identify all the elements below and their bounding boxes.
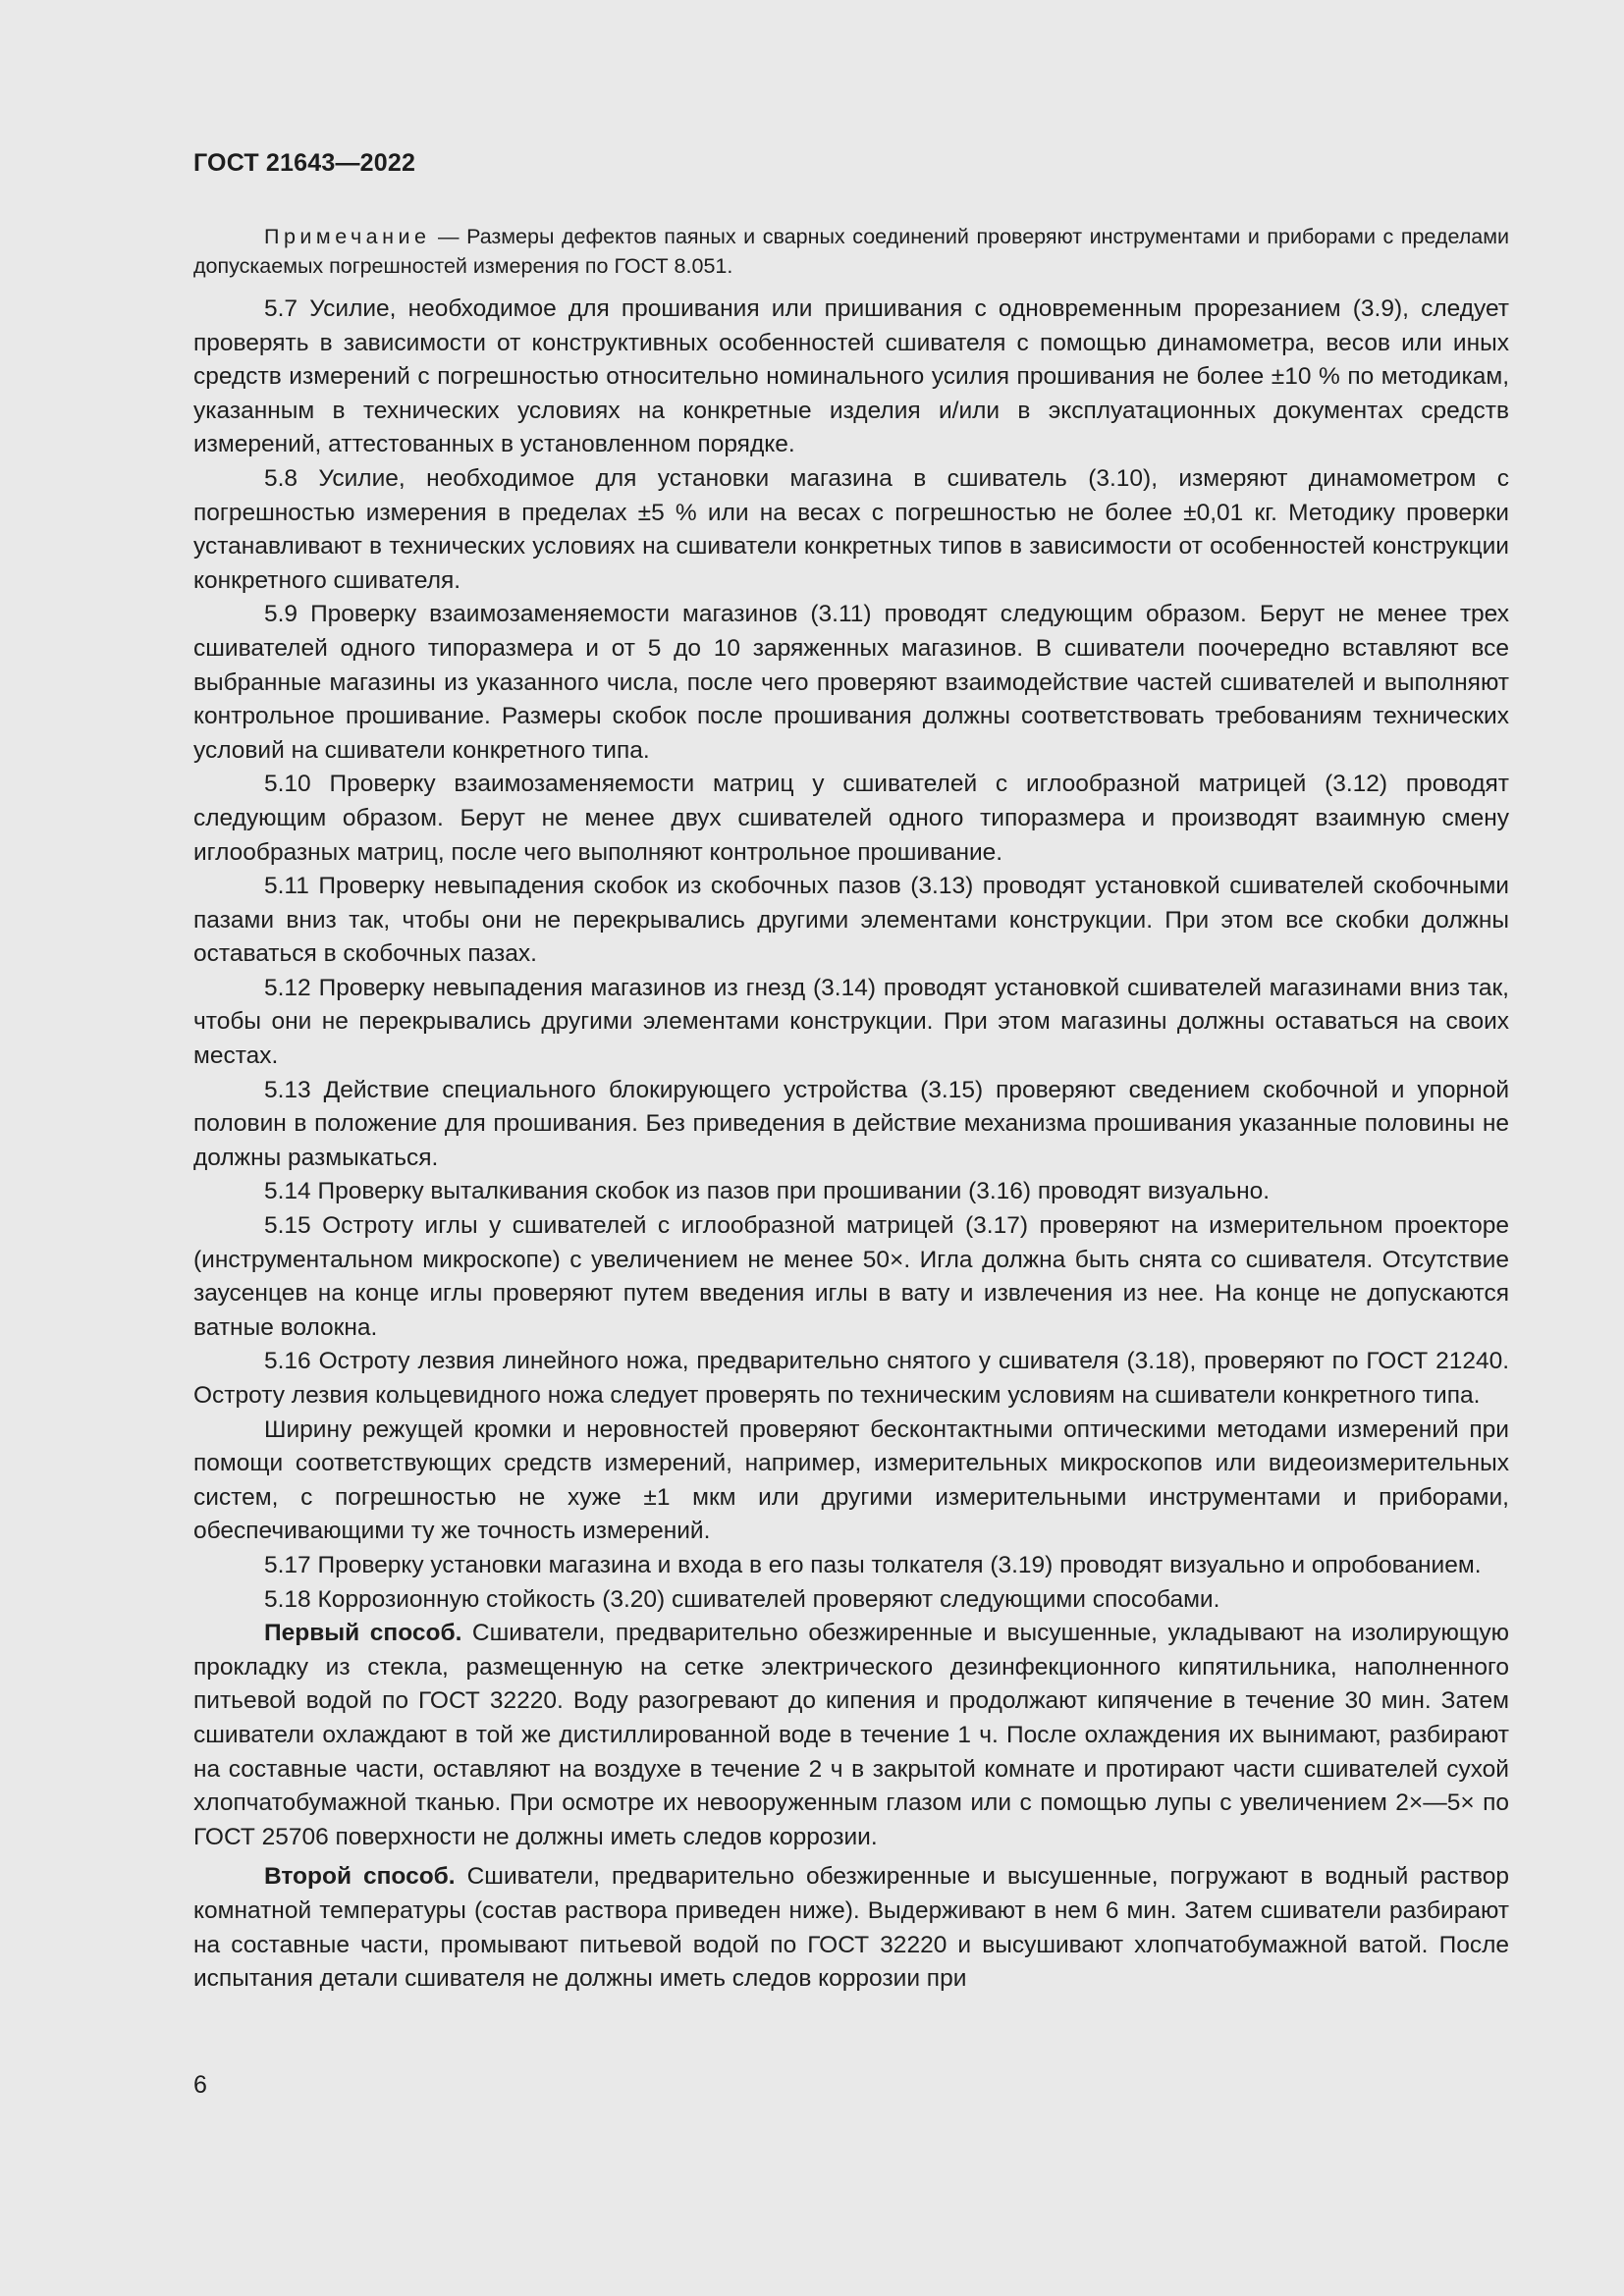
- note-label: Примечание: [264, 225, 431, 248]
- clause-5-14: 5.14 Проверку выталкивания скобок из пазов при прошивании (3.16) проводят визуально.: [264, 1178, 1271, 1205]
- method-2-label: Второй способ.: [264, 1863, 456, 1891]
- clause-5-8: 5.8 Усилие, необходимое для установки магазина в сшиватель (3.10), измеряют динамометром с погрешностью измерения в пределах ±5 % или на весах с погрешностью не более ±0,01 кг. Методику проверки устанавливают в технических условиях на сшиватели конкретных типов в зависимости от особенностей конструкции конкретного сшивателя.: [193, 464, 1509, 594]
- clause-5-13: 5.13 Действие специального блокирующего устройства (3.15) проверяют сведением скобочной и упорной половин в положение для прошивания. Без приведения в действие механизма прошивания указанные половины не должны размыкаться.: [193, 1076, 1509, 1171]
- page-number: 6: [193, 2071, 207, 2099]
- clause-5-16: 5.16 Остроту лезвия линейного ножа, предварительно снятого у сшивателя (3.18), проверяют по ГОСТ 21240. Остроту лезвия кольцевидного ножа следует проверять по техническим условиям на сшиватели конкретного типа.: [193, 1348, 1509, 1409]
- method-2-text: Сшиватели, предварительно обезжиренные и высушенные, погружают в водный раствор комнатной температуры (состав раствора приведен ниже). Выдерживают в нем 6 мин. Затем сшиватели разбирают на составные части, промывают питьевой водой по ГОСТ 32220 и высушивают хлопчатобумажной ватой. После испытания детали сшивателя не должны иметь следов коррозии при: [193, 1863, 1509, 1993]
- document-header: ГОСТ 21643—2022: [193, 149, 416, 177]
- method-1-paragraph: [193, 1617, 1509, 1854]
- method-2-paragraph: [193, 1860, 1509, 1996]
- document-body: [193, 222, 1509, 1997]
- method-1-label: Первый способ.: [264, 1620, 462, 1647]
- note-text: — Размеры дефектов паяных и сварных соединений проверяют инструментами и приборами с пределами допускаемых погрешностей измерения по ГОСТ 8.051.: [193, 225, 1509, 278]
- note-paragraph: [193, 222, 1509, 281]
- clause-5-18: 5.18 Коррозионную стойкость (3.20) сшивателей проверяют следующими способами.: [264, 1585, 1220, 1613]
- clause-5-16-continuation: Ширину режущей кромки и неровностей проверяют бесконтактными оптическими методами измерений при помощи соответствующих средств измерений, например, измерительных микроскопов или видеоизмерительных систем, с погрешностью не хуже ±1 мкм или другими измерительными инструментами и приборами, обеспечивающими ту же точность измерений.: [193, 1415, 1509, 1545]
- method-1-text: Сшиватели, предварительно обезжиренные и высушенные, укладывают на изолирующую прокладку из стекла, размещенную на сетке электрического дезинфекционного кипятильника, наполненного питьевой водой по ГОСТ 32220. Воду разогревают до кипения и продолжают кипячение в течение 30 мин. Затем сшиватели охлаждают в той же дистиллированной воде в течение 1 ч. После охлаждения их вынимают, разбирают на составные части, оставляют на воздухе в течение 2 ч в закрытой комнате и протирают части сшивателей сухой хлопчатобумажной тканью. При осмотре их невооруженным глазом или с помощью лупы с увеличением 2×—5× по ГОСТ 25706 поверхности не должны иметь следов коррозии.: [193, 1620, 1509, 1850]
- clause-5-15: 5.15 Остроту иглы у сшивателей с иглообразной матрицей (3.17) проверяют на измерительном проекторе (инструментальном микроскопе) с увеличением не менее 50×. Игла должна быть снята со сшивателя. Отсутствие заусенцев на конце иглы проверяют путем введения иглы в вату и извлечения из нее. На конце не допускаются ватные волокна.: [193, 1212, 1509, 1341]
- clause-5-12: 5.12 Проверку невыпадения магазинов из гнезд (3.14) проводят установкой сшивателей магазинами вниз так, чтобы они не перекрывались другими элементами конструкции. При этом магазины должны оставаться на своих местах.: [193, 974, 1509, 1070]
- clause-5-17: 5.17 Проверку установки магазина и входа в его пазы толкателя (3.19) проводят визуально и опробованием.: [264, 1551, 1482, 1578]
- clause-5-11: 5.11 Проверку невыпадения скобок из скобочных пазов (3.13) проводят установкой сшивателей скобочными пазами вниз так, чтобы они не перекрывались другими элементами конструкции. При этом все скобки должны оставаться в скобочных пазах.: [193, 873, 1509, 968]
- clause-5-10: 5.10 Проверку взаимозаменяемости матриц у сшивателей с иглообразной матрицей (3.12) проводят следующим образом. Берут не менее двух сшивателей одного типоразмера и производят взаимную смену иглообразных матриц, после чего выполняют контрольное прошивание.: [193, 771, 1509, 866]
- clause-5-7: 5.7 Усилие, необходимое для прошивания или пришивания с одновременным прорезанием (3.9), следует проверять в зависимости от конструктивных особенностей сшивателя с помощью динамометра, весов или иных средств измерений с погрешностью относительно номинального усилия прошивания не более ±10 % по методикам, указанным в технических условиях на конкретные изделия и/или в эксплуатационных документах средств измерений, аттестованных в установленном порядке.: [193, 295, 1509, 458]
- clause-5-9: 5.9 Проверку взаимозаменяемости магазинов (3.11) проводят следующим образом. Берут не менее трех сшивателей одного типоразмера и от 5 до 10 заряженных магазинов. В сшиватели поочередно вставляют все выбранные магазины из указанного числа, после чего проверяют взаимодействие частей сшивателей и выполняют контрольное прошивание. Размеры скобок после прошивания должны соответствовать требованиям технических условий на сшиватели конкретного типа.: [193, 601, 1509, 764]
